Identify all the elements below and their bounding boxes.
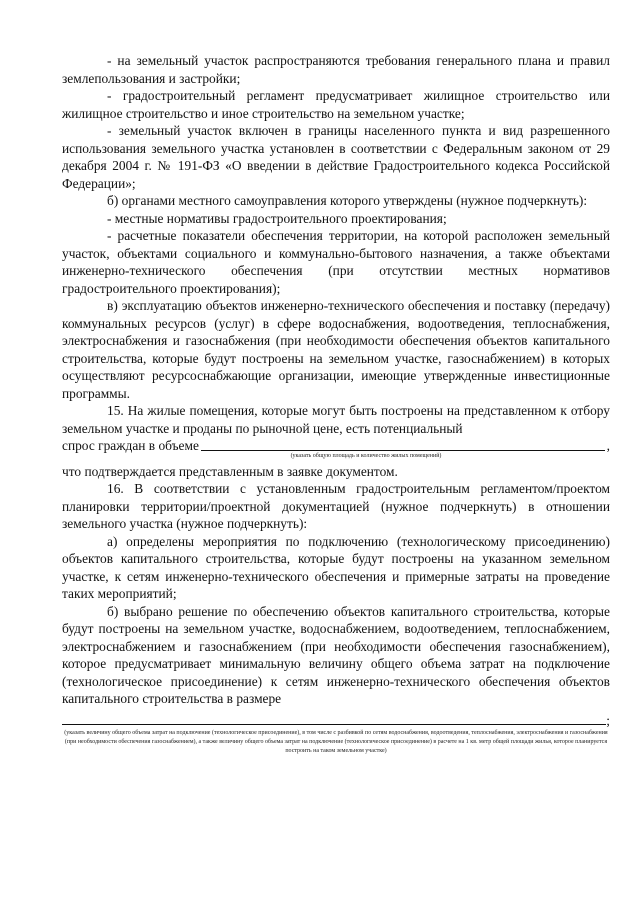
paragraph-b-solution: б) выбрано решение по обеспечению объектов капитального строительства, которые будут построены на земельном участке, водоснабжением, водоотведением, теплоснабжением, электроснабжением и газоснабжением (при необходимости обеспечения газоснабжением), которое предусматривает минимальную величину общего объема затрат на подключение (технологическое присоединение) к сетям инженерно-технического обеспечения объектов капитального строительства в размере (62, 603, 610, 706)
demand-end: , (606, 438, 610, 453)
demand-caption: (указать общую площадь и количество жилых помещений) (290, 452, 442, 459)
cost-fill-row (62, 712, 610, 730)
paragraph-confirmed: что подтверждается представленным в заявке документом. (62, 463, 398, 479)
paragraph-15-housing: 15. На жилые помещения, которые могут быть построены на представленном к отбору земельном участке и проданы по рыночной цене, есть потенциальный (62, 403, 610, 436)
paragraph-calculated-indicators: - расчетные показатели обеспечения территории, на которой расположен земельный участок, объектами социального и коммунально-бытового назначения, а также объектами инженерно-технического обеспечения (при отсутствии местных нормативов градостроительного проектирования); (62, 228, 610, 296)
paragraph-v-utilities: в) эксплуатацию объектов инженерно-технического обеспечения и поставку (передачу) коммунальных ресурсов (услуг) в сфере водоснабжения, водоотведения, теплоснабжения, электроснабжения и газоснабжения (при необходимости обеспечения объектов капитального строительства, которые будут построены на земельном участке, газоснабжением) в которых осуществляют ресурсоснабжающие организации, имеющие утвержденные инвестиционные программы. (62, 298, 610, 401)
paragraph-a-connection: а) определены мероприятия по подключению (технологическому присоединению) объектов капитального строительства, которые будут построены на указанном земельном участке, к сетям инженерно-технического обеспечения и примерные затраты на проведение таких мероприятий; (62, 533, 610, 601)
demand-label: спрос граждан в объеме (62, 438, 199, 453)
paragraph-16-regulation: 16. В соответствии с установленным градостроительным регламентом/проектом планировки территории/проектной документацией (нужное подчеркнуть) в отношении земельного участка (нужное подчеркнуть): (62, 481, 610, 531)
demand-blank-line[interactable] (201, 449, 605, 451)
cost-caption: (указать величину общего объема затрат на подключение (технологическое присоединение), в том числе с разбивкой по сетям водоснабжения, водоотведения, теплоснабжения, электроснабжения и газоснабжения (при необходимости обеспечения газоснабжением), а также величину общего объема затрат на подключение (технологическое присоединение) в расчете на 1 кв. метр общей площади жилья, которое планируется построить на таком земельном участке) (64, 730, 608, 754)
cost-end: ; (606, 712, 610, 728)
paragraph-general-plan: - на земельный участок распространяются требования генерального плана и правил землепользования и застройки; (62, 53, 610, 86)
paragraph-local-standards: - местные нормативы градостроительного проектирования; (107, 210, 447, 226)
document-page (62, 52, 610, 756)
paragraph-b-local-government: б) органами местного самоуправления которого утверждены (нужное подчеркнуть): (107, 193, 588, 208)
cost-blank-line[interactable] (62, 724, 606, 725)
paragraph-town-planning-regulation: - градостроительный регламент предусматривает жилищное строительство или жилищное строительство и иное строительство на земельном участке; (62, 88, 610, 121)
paragraph-settlement-boundaries: - земельный участок включен в границы населенного пункта и вид разрешенного использования земельного участка установлен в соответствии с Федеральным законом от 29 декабря 2004 г. № 191-ФЗ «О введении в действие Градостроительного кодекса Российской Федерации»; (62, 123, 610, 191)
